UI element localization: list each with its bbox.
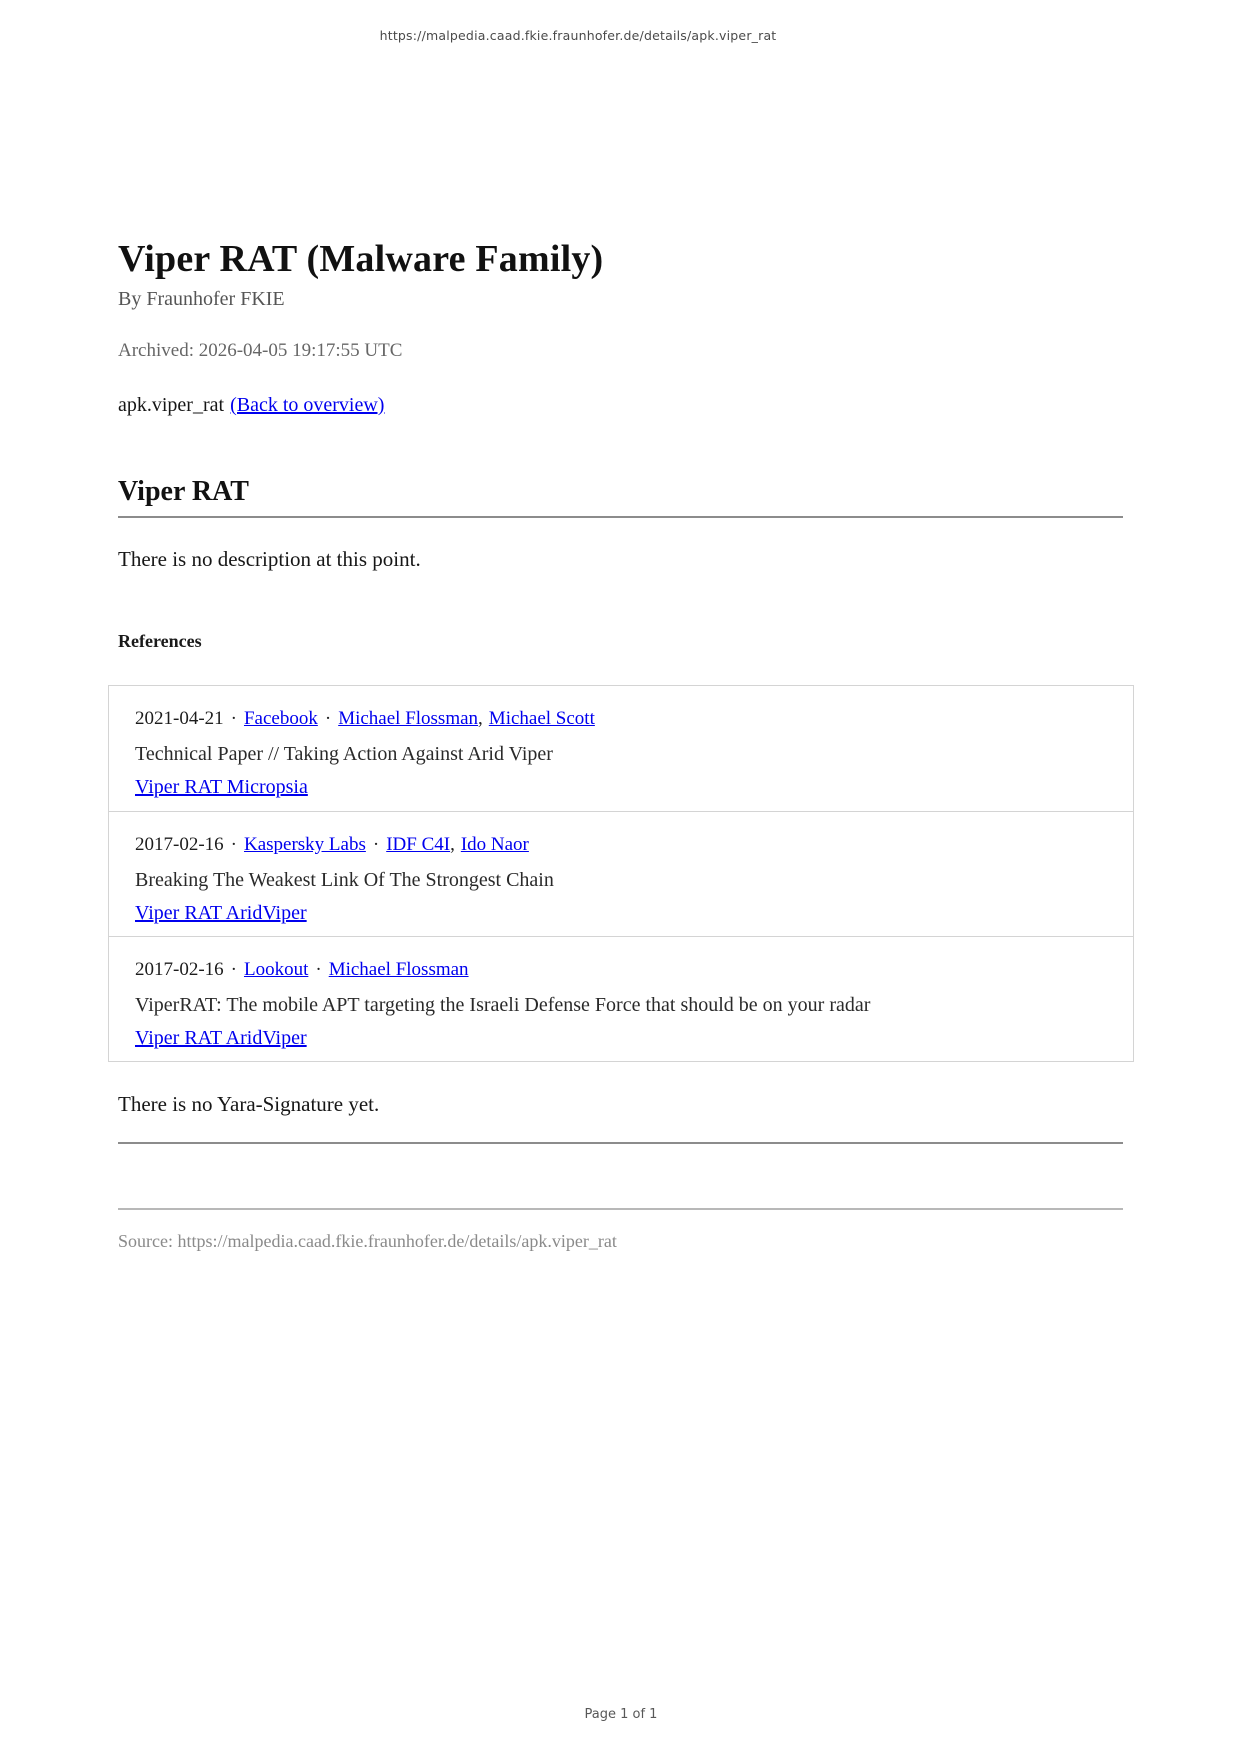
divider: [118, 1208, 1123, 1210]
author-comma: ,: [478, 708, 483, 729]
print-footer-page-number: Page 1 of 1: [584, 1707, 658, 1722]
reference-item: [109, 686, 1133, 811]
divider: [118, 1142, 1123, 1144]
reference-title: ViperRAT: The mobile APT targeting the Israeli Defense Force that should be on your radar: [135, 994, 871, 1016]
reference-author-link[interactable]: IDF C4I: [386, 834, 451, 855]
reference-meta: [135, 832, 1107, 858]
reference-date: 2021-04-21: [135, 708, 224, 729]
family-id-line: [118, 394, 1123, 417]
separator: ·: [230, 708, 237, 729]
byline: By Fraunhofer FKIE: [118, 288, 285, 310]
separator: ·: [324, 708, 332, 729]
reference-author-link[interactable]: Michael Flossman: [338, 708, 479, 729]
divider: [118, 516, 1123, 518]
reference-date: 2017-02-16: [135, 959, 224, 980]
archived-timestamp: Archived: 2026-04-05 19:17:55 UTC: [118, 340, 403, 361]
references-list: [108, 685, 1134, 1062]
separator: ·: [230, 834, 237, 855]
reference-date: 2017-02-16: [135, 834, 224, 855]
references-heading: References: [118, 631, 202, 651]
print-header-url: https://malpedia.caad.fkie.fraunhofer.de/details/apk.viper_rat: [379, 28, 777, 43]
back-to-overview-link[interactable]: (Back to overview): [230, 394, 385, 416]
separator: ·: [230, 959, 237, 980]
page-title: Viper RAT (Malware Family): [118, 238, 604, 281]
separator: ·: [315, 959, 322, 980]
separator: ·: [372, 834, 380, 855]
family-id: apk.viper_rat: [118, 394, 225, 416]
description-text: There is no description at this point.: [118, 547, 421, 571]
section-heading: Viper RAT: [118, 476, 249, 508]
reference-author-link[interactable]: Michael Scott: [488, 708, 595, 729]
yara-status-text: There is no Yara-Signature yet.: [118, 1092, 380, 1116]
reference-meta: [135, 706, 1107, 732]
reference-url-link[interactable]: Viper RAT AridViper: [135, 1027, 307, 1049]
reference-meta: [135, 957, 1107, 983]
reference-item: [109, 936, 1133, 1061]
reference-author-link[interactable]: Michael Flossman: [328, 959, 469, 980]
reference-item: [109, 811, 1133, 936]
reference-url-link[interactable]: Viper RAT AridViper: [135, 902, 307, 924]
reference-title: Breaking The Weakest Link Of The Strongest Chain: [135, 869, 554, 891]
reference-author-link[interactable]: Ido Naor: [460, 834, 529, 855]
source-line: Source: https://malpedia.caad.fkie.fraunhofer.de/details/apk.viper_rat: [118, 1231, 617, 1251]
reference-source-link[interactable]: Facebook: [243, 708, 318, 729]
author-comma: ,: [450, 834, 455, 855]
reference-source-link[interactable]: Kaspersky Labs: [243, 834, 366, 855]
reference-url-link[interactable]: Viper RAT Micropsia: [135, 776, 308, 798]
reference-source-link[interactable]: Lookout: [243, 959, 309, 980]
reference-title: Technical Paper // Taking Action Against Arid Viper: [135, 743, 553, 765]
